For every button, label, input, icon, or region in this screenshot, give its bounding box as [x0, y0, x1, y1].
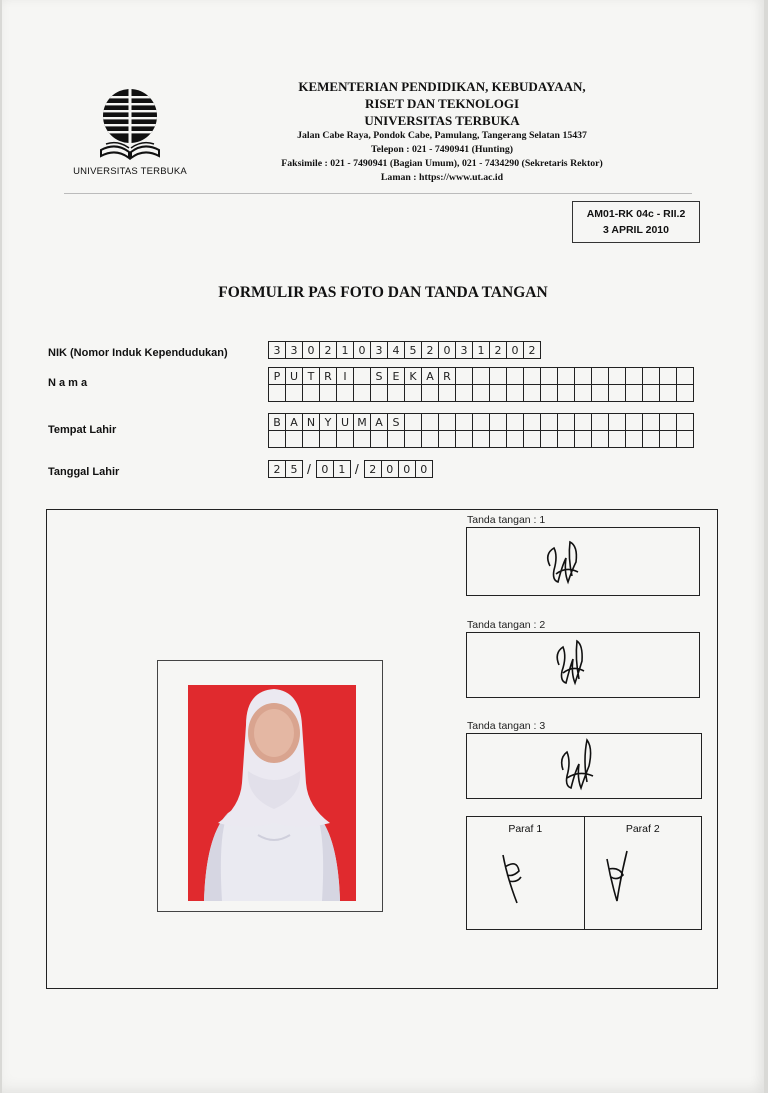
form-title: FORMULIR PAS FOTO DAN TANDA TANGAN: [218, 284, 548, 301]
char-cell: [336, 384, 354, 402]
char-cell: [506, 367, 524, 385]
char-cell: [523, 367, 541, 385]
char-cell: [353, 430, 371, 448]
char-cell: [676, 413, 694, 431]
char-cell: [285, 384, 303, 402]
char-cell: [591, 367, 609, 385]
grid-row: [269, 430, 694, 448]
char-cell: K: [404, 367, 422, 385]
char-cell: [591, 384, 609, 402]
char-cell: [336, 430, 354, 448]
char-cell: [625, 413, 643, 431]
paraf-2: [603, 845, 633, 905]
char-cell: [438, 413, 456, 431]
nik-input-grid[interactable]: [269, 341, 541, 359]
grid-row: [269, 413, 694, 431]
signature-2-label: Tanda tangan : 2: [467, 619, 546, 631]
char-cell: 2: [421, 341, 439, 359]
char-cell: [319, 430, 337, 448]
photo-signature-panel: [46, 509, 718, 989]
char-cell: [455, 367, 473, 385]
char-cell: M: [353, 413, 371, 431]
signature-2: [551, 637, 587, 692]
passport-photo: [188, 685, 356, 901]
ministry-line-1: KEMENTERIAN PENDIDIKAN, KEBUDAYAAN,: [298, 79, 586, 94]
char-cell: 0: [398, 460, 416, 478]
char-cell: [659, 384, 677, 402]
char-cell: [642, 430, 660, 448]
website: Laman : https://www.ut.ac.id: [380, 172, 504, 183]
char-cell: [659, 430, 677, 448]
char-cell: [370, 384, 388, 402]
char-cell: S: [370, 367, 388, 385]
tempat-lahir-input-grid[interactable]: [269, 414, 694, 448]
char-cell: [319, 384, 337, 402]
char-cell: [506, 384, 524, 402]
char-cell: Y: [319, 413, 337, 431]
char-cell: [523, 413, 541, 431]
char-cell: 1: [336, 341, 354, 359]
phone: Telepon : 021 - 7490941 (Hunting): [371, 144, 513, 155]
tanggal-lahir-label: Tanggal Lahir: [48, 466, 120, 478]
date-separator: /: [307, 461, 311, 477]
char-cell: 5: [404, 341, 422, 359]
char-cell: [557, 384, 575, 402]
char-cell: [455, 413, 473, 431]
char-cell: 0: [438, 341, 456, 359]
document-date: 3 APRIL 2010: [603, 224, 669, 236]
signature-3: [557, 736, 597, 796]
char-cell: T: [302, 367, 320, 385]
char-cell: [268, 384, 286, 402]
char-cell: R: [319, 367, 337, 385]
char-cell: [642, 384, 660, 402]
char-cell: [438, 430, 456, 448]
char-cell: 0: [381, 460, 399, 478]
fax: Faksimile : 021 - 7490941 (Bagian Umum), 021 - 7434290 (Sekretaris Rektor): [281, 158, 603, 169]
char-cell: U: [285, 367, 303, 385]
signature-3-box[interactable]: [466, 733, 702, 799]
char-cell: [455, 384, 473, 402]
char-cell: 2: [268, 460, 286, 478]
char-cell: S: [387, 413, 405, 431]
char-cell: [659, 367, 677, 385]
char-cell: 2: [364, 460, 382, 478]
char-cell: [489, 413, 507, 431]
tanggal-lahir-input-grid[interactable]: [269, 460, 433, 478]
char-cell: [421, 430, 439, 448]
universitas-terbuka-logo: [98, 86, 162, 166]
char-cell: [472, 430, 490, 448]
letterhead: [212, 78, 672, 185]
char-cell: [506, 413, 524, 431]
char-cell: [421, 413, 439, 431]
char-cell: [574, 367, 592, 385]
signature-1: [542, 536, 582, 591]
char-cell: [489, 384, 507, 402]
char-cell: 5: [285, 460, 303, 478]
char-cell: [540, 367, 558, 385]
nama-label: N a m a: [48, 377, 88, 389]
char-cell: [472, 384, 490, 402]
char-cell: 4: [387, 341, 405, 359]
char-cell: [268, 430, 286, 448]
char-cell: [404, 413, 422, 431]
char-cell: [523, 384, 541, 402]
date-separator: /: [354, 461, 359, 477]
char-cell: N: [302, 413, 320, 431]
char-cell: [591, 430, 609, 448]
char-cell: [489, 367, 507, 385]
paraf-2-label: Paraf 2: [625, 823, 660, 835]
char-cell: [642, 413, 660, 431]
char-cell: [523, 430, 541, 448]
nama-input-grid[interactable]: [269, 368, 694, 402]
ministry-line-2: RISET DAN TEKNOLOGI: [364, 96, 520, 111]
char-cell: [659, 413, 677, 431]
signature-1-label: Tanda tangan : 1: [467, 514, 546, 526]
document-code-box: [572, 201, 700, 243]
char-cell: R: [438, 367, 456, 385]
char-cell: [285, 430, 303, 448]
char-cell: [540, 430, 558, 448]
char-cell: [642, 367, 660, 385]
logo-caption: UNIVERSITAS TERBUKA: [73, 166, 187, 177]
char-cell: [540, 413, 558, 431]
char-cell: U: [336, 413, 354, 431]
char-cell: [404, 430, 422, 448]
char-cell: [608, 413, 626, 431]
char-cell: [302, 384, 320, 402]
char-cell: A: [370, 413, 388, 431]
char-cell: [421, 384, 439, 402]
char-cell: [387, 430, 405, 448]
char-cell: 0: [316, 460, 334, 478]
char-cell: 2: [523, 341, 541, 359]
char-cell: [625, 430, 643, 448]
paraf-box: [466, 816, 702, 930]
char-cell: [676, 367, 694, 385]
char-cell: 0: [302, 341, 320, 359]
char-cell: 3: [455, 341, 473, 359]
grid-row: [269, 384, 694, 402]
char-cell: [574, 430, 592, 448]
paraf-2-cell[interactable]: [584, 817, 702, 929]
grid-row: [269, 367, 694, 385]
char-cell: A: [421, 367, 439, 385]
char-cell: B: [268, 413, 286, 431]
char-cell: [540, 384, 558, 402]
char-cell: [557, 430, 575, 448]
char-cell: [302, 430, 320, 448]
tempat-lahir-label: Tempat Lahir: [48, 424, 117, 436]
char-cell: [625, 367, 643, 385]
char-cell: 3: [268, 341, 286, 359]
paraf-1-cell[interactable]: [467, 817, 584, 929]
document-code: AM01-RK 04c - RII.2: [586, 208, 686, 220]
char-cell: [438, 384, 456, 402]
paraf-1-label: Paraf 1: [508, 823, 543, 835]
char-cell: [353, 367, 371, 385]
char-cell: 0: [506, 341, 524, 359]
signature-1-box[interactable]: [466, 527, 700, 596]
char-cell: [676, 430, 694, 448]
char-cell: 0: [353, 341, 371, 359]
header-divider: [64, 193, 692, 194]
university-name: UNIVERSITAS TERBUKA: [364, 113, 520, 128]
char-cell: 3: [285, 341, 303, 359]
char-cell: [574, 384, 592, 402]
char-cell: [387, 384, 405, 402]
char-cell: [489, 430, 507, 448]
char-cell: 3: [370, 341, 388, 359]
char-cell: [455, 430, 473, 448]
char-cell: [676, 384, 694, 402]
char-cell: [370, 430, 388, 448]
char-cell: [574, 413, 592, 431]
char-cell: [625, 384, 643, 402]
char-cell: 0: [415, 460, 433, 478]
signature-2-box[interactable]: [466, 632, 700, 698]
char-cell: [608, 430, 626, 448]
signature-3-label: Tanda tangan : 3: [467, 720, 546, 732]
photo-frame: [157, 660, 383, 912]
char-cell: [557, 413, 575, 431]
char-cell: [353, 384, 371, 402]
char-cell: A: [285, 413, 303, 431]
char-cell: [591, 413, 609, 431]
char-cell: 2: [489, 341, 507, 359]
char-cell: I: [336, 367, 354, 385]
char-cell: [472, 367, 490, 385]
char-cell: [506, 430, 524, 448]
form-page: [2, 0, 764, 1093]
char-cell: 2: [319, 341, 337, 359]
char-cell: [404, 384, 422, 402]
char-cell: [608, 384, 626, 402]
paraf-1: [497, 847, 527, 907]
char-cell: P: [268, 367, 286, 385]
char-cell: [557, 367, 575, 385]
address: Jalan Cabe Raya, Pondok Cabe, Pamulang, Tangerang Selatan 15437: [297, 130, 587, 141]
char-cell: 1: [333, 460, 351, 478]
char-cell: [472, 413, 490, 431]
char-cell: [608, 367, 626, 385]
char-cell: 1: [472, 341, 490, 359]
nik-label: NIK (Nomor Induk Kependudukan): [48, 347, 228, 359]
char-cell: E: [387, 367, 405, 385]
